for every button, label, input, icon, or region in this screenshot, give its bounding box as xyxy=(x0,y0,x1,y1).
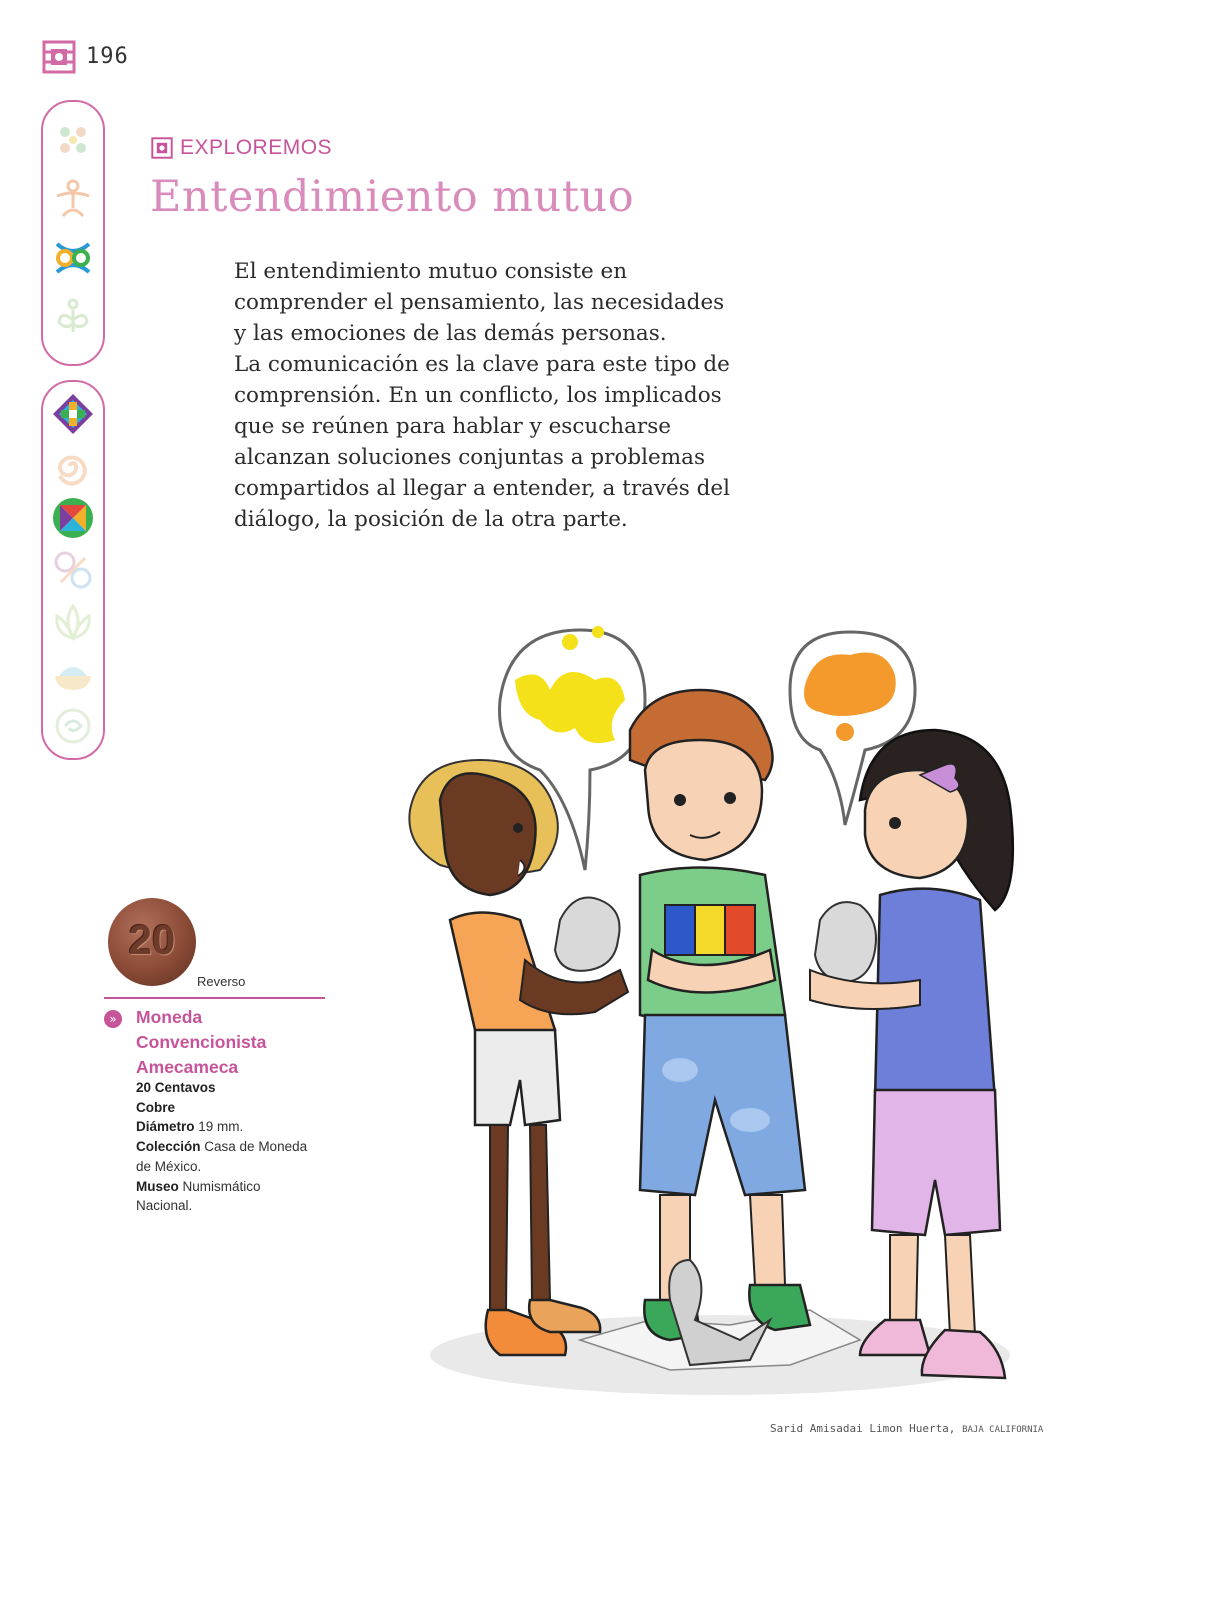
body-line: comprender el pensamiento, las necesidades xyxy=(234,290,725,315)
glyph-logo-icon xyxy=(42,40,76,74)
linked-circles-icon xyxy=(51,548,95,592)
body-line: diálogo, la posición de la otra parte. xyxy=(234,507,628,532)
coin-collection-value-cont: de México. xyxy=(136,1158,202,1174)
diamond-cross-icon xyxy=(51,392,95,436)
child-right xyxy=(810,730,1013,1378)
children-illustration xyxy=(390,620,1030,1410)
page-title: Entendimiento mutuo xyxy=(150,172,635,222)
square-x-icon xyxy=(51,496,95,540)
coin-divider xyxy=(104,997,325,999)
sprout-icon xyxy=(51,296,95,340)
body-line: que se reúnen para hablar y escucharse xyxy=(234,414,671,439)
coin-title-line: Moneda xyxy=(136,1007,203,1027)
section-tag-label: EXPLOREMOS xyxy=(180,136,333,159)
section-tag xyxy=(150,136,332,160)
coin-collection-value: Casa de Moneda xyxy=(204,1139,308,1155)
illustration-credit xyxy=(770,1422,1043,1435)
child-middle xyxy=(630,690,810,1365)
sidebar-rail-top xyxy=(41,100,105,366)
coin-side-label: Reverso xyxy=(197,974,246,989)
credit-name: Sarid Amisadai Limon Huerta, xyxy=(770,1422,956,1435)
body-line: El entendimiento mutuo consiste en xyxy=(234,259,628,284)
glyph-small-icon xyxy=(150,137,174,159)
coin-museum-value-cont: Nacional. xyxy=(136,1198,193,1214)
sidebar-rail-bottom xyxy=(41,380,105,760)
coin-title-line: Convencionista xyxy=(136,1032,267,1052)
swirl-icon xyxy=(51,704,95,748)
body-line: alcanzan soluciones conjuntas a problemas xyxy=(234,445,705,470)
chevron-right-icon: » xyxy=(104,1010,122,1028)
body-line: La comunicación es la clave para este tipo de xyxy=(234,352,730,377)
bowl-icon xyxy=(51,652,95,696)
spiral-icon xyxy=(51,444,95,488)
body-line: compartidos al llegar a entender, a través del xyxy=(234,476,731,501)
coin-image xyxy=(108,898,196,986)
child-left xyxy=(409,760,628,1355)
lotus-icon xyxy=(51,600,95,644)
coin-info xyxy=(136,1078,331,1216)
coin-title xyxy=(136,1005,326,1080)
coin-diameter-label: Diámetro xyxy=(136,1119,195,1135)
coin-numeral: 20 xyxy=(128,916,176,963)
coin-collection-label: Colección xyxy=(136,1139,201,1155)
coin-museum-label: Museo xyxy=(136,1178,179,1194)
page-number: 196 xyxy=(86,44,129,69)
body-line: y las emociones de las demás personas. xyxy=(234,321,667,346)
credit-place: BAJA CALIFORNIA xyxy=(962,1425,1044,1435)
figure-icon xyxy=(51,176,95,220)
coin-material: Cobre xyxy=(136,1099,176,1115)
body-line: comprensión. En un conflicto, los implicados xyxy=(234,383,722,408)
coin-title-line: Amecameca xyxy=(136,1057,239,1077)
linked-figures-icon xyxy=(51,236,95,280)
coin-museum-value: Numismático xyxy=(182,1178,261,1194)
coin-diameter-value: 19 mm. xyxy=(198,1119,244,1135)
seeds-icon xyxy=(51,118,95,162)
coin-value: 20 Centavos xyxy=(136,1080,216,1095)
body-paragraph xyxy=(234,256,764,535)
